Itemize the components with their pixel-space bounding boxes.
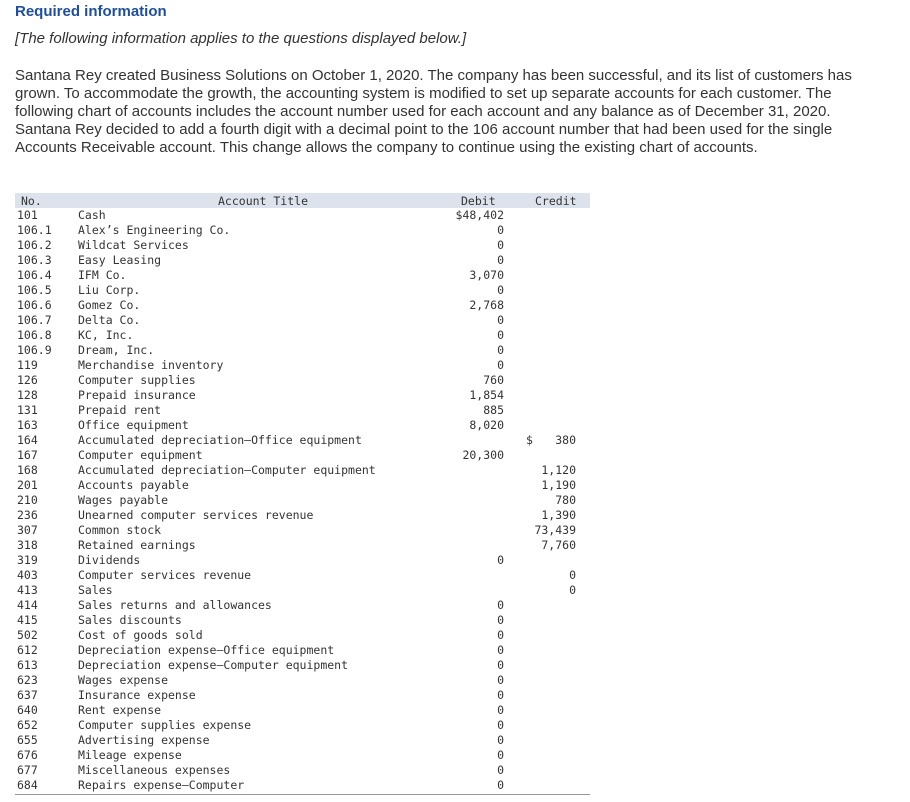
credit-amount: 73,439 xyxy=(534,523,576,537)
table-row xyxy=(15,268,590,283)
debit-amount: 0 xyxy=(497,553,504,567)
table-row xyxy=(15,403,590,418)
account-number: 106.7 xyxy=(17,313,52,327)
account-title: Depreciation expense—Computer equipment xyxy=(78,658,349,672)
table-row xyxy=(15,763,590,778)
account-number: 167 xyxy=(17,448,38,462)
table-row xyxy=(15,418,590,433)
account-number: 684 xyxy=(17,778,38,792)
table-row xyxy=(15,718,590,733)
table-row xyxy=(15,778,590,793)
debit-amount: 0 xyxy=(497,733,504,747)
debit-amount: 0 xyxy=(497,313,504,327)
problem-description: Santana Rey created Business Solutions on October 1, 2020. The company has been successful, and its list of customers has grown. To accommodate the growth, the accounting system is modified to set up separate accounts for each customer. The following chart of accounts includes the account number used for each account and any balance as of December 31, 2020. Santana Rey decided to add a fourth digit with a decimal point to the 106 account number that had been used for the single Accounts Receivable account. This change allows the company to continue using the existing chart of accounts. xyxy=(15,67,852,156)
table-row xyxy=(15,373,590,388)
account-number: 623 xyxy=(17,673,38,687)
table-row xyxy=(15,358,590,373)
table-row xyxy=(15,433,590,448)
instruction-note: [The following information applies to the questions displayed below.] xyxy=(15,30,467,47)
header-debit: Debit xyxy=(461,194,496,208)
account-number: 106.6 xyxy=(17,298,52,312)
debit-amount: 0 xyxy=(497,688,504,702)
header-no: No. xyxy=(21,194,42,208)
account-number: 318 xyxy=(17,538,38,552)
account-title: Insurance expense xyxy=(78,688,196,702)
account-number: 319 xyxy=(17,553,38,567)
account-number: 210 xyxy=(17,493,38,507)
table-row xyxy=(15,598,590,613)
table-row xyxy=(15,238,590,253)
table-row xyxy=(15,283,590,298)
debit-amount: 0 xyxy=(497,253,504,267)
table-row xyxy=(15,703,590,718)
debit-amount: 0 xyxy=(497,343,504,357)
header-account-title: Account Title xyxy=(218,194,309,208)
debit-amount: 0 xyxy=(497,613,504,627)
account-number: 106.4 xyxy=(17,268,52,282)
account-title: Gomez Co. xyxy=(78,298,141,312)
account-title: Sales xyxy=(78,583,113,597)
account-title: Dividends xyxy=(78,553,141,567)
account-title: IFM Co. xyxy=(78,268,127,282)
account-number: 106.9 xyxy=(17,343,52,357)
debit-amount: 0 xyxy=(497,598,504,612)
debit-amount: 0 xyxy=(497,283,504,297)
debit-amount: 2,768 xyxy=(469,298,504,312)
account-title: Accounts payable xyxy=(78,478,189,492)
account-title: Sales returns and allowances xyxy=(78,598,272,612)
account-title: Merchandise inventory xyxy=(78,358,224,372)
account-title: Computer supplies expense xyxy=(78,718,252,732)
account-title: KC, Inc. xyxy=(78,328,134,342)
table-row xyxy=(15,478,590,493)
debit-amount: 0 xyxy=(497,748,504,762)
account-number: 414 xyxy=(17,598,38,612)
account-number: 307 xyxy=(17,523,38,537)
table-row xyxy=(15,748,590,763)
account-title: Dream, Inc. xyxy=(78,343,155,357)
account-title: Wildcat Services xyxy=(78,238,189,252)
account-number: 164 xyxy=(17,433,38,447)
debit-amount: 760 xyxy=(483,373,504,387)
account-title: Prepaid insurance xyxy=(78,388,196,402)
account-number: 637 xyxy=(17,688,38,702)
debit-amount: 0 xyxy=(497,643,504,657)
table-body xyxy=(15,208,590,793)
account-number: 201 xyxy=(17,478,38,492)
account-number: 413 xyxy=(17,583,38,597)
account-number: 106.2 xyxy=(17,238,52,252)
table-row xyxy=(15,643,590,658)
account-title: Wages payable xyxy=(78,493,169,507)
account-number: 128 xyxy=(17,388,38,402)
table-row xyxy=(15,658,590,673)
table-row xyxy=(15,493,590,508)
credit-amount: 780 xyxy=(555,493,576,507)
debit-amount: 20,300 xyxy=(462,448,504,462)
table-row xyxy=(15,523,590,538)
table-row xyxy=(15,448,590,463)
debit-amount: 0 xyxy=(497,238,504,252)
table-row xyxy=(15,328,590,343)
debit-amount: 0 xyxy=(497,763,504,777)
table-row xyxy=(15,253,590,268)
account-number: 652 xyxy=(17,718,38,732)
account-number: 168 xyxy=(17,463,38,477)
account-title: Wages expense xyxy=(78,673,169,687)
account-number: 119 xyxy=(17,358,38,372)
account-title: Mileage expense xyxy=(78,748,182,762)
table-row xyxy=(15,463,590,478)
account-title: Computer supplies xyxy=(78,373,196,387)
table-row xyxy=(15,673,590,688)
account-title: Prepaid rent xyxy=(78,403,162,417)
debit-amount: 1,854 xyxy=(469,388,504,402)
account-number: 612 xyxy=(17,643,38,657)
debit-amount: 0 xyxy=(497,778,504,792)
table-row xyxy=(15,628,590,643)
account-title: Easy Leasing xyxy=(78,253,162,267)
table-row xyxy=(15,298,590,313)
chart-of-accounts-table xyxy=(15,193,590,795)
account-title: Advertising expense xyxy=(78,733,210,747)
debit-amount: $48,402 xyxy=(455,208,504,222)
account-title: Common stock xyxy=(78,523,162,537)
account-title: Accumulated depreciation—Office equipment xyxy=(78,433,362,447)
credit-amount: 7,760 xyxy=(541,538,576,552)
account-title: Rent expense xyxy=(78,703,162,717)
account-number: 640 xyxy=(17,703,38,717)
account-number: 415 xyxy=(17,613,38,627)
table-row xyxy=(15,613,590,628)
credit-amount: 1,390 xyxy=(541,508,576,522)
debit-amount: 8,020 xyxy=(469,418,504,432)
account-number: 677 xyxy=(17,763,38,777)
table-row xyxy=(15,538,590,553)
account-number: 655 xyxy=(17,733,38,747)
account-number: 676 xyxy=(17,748,38,762)
table-row xyxy=(15,343,590,358)
header-credit: Credit xyxy=(535,194,577,208)
table-bottom-rule xyxy=(15,794,590,795)
debit-amount: 0 xyxy=(497,703,504,717)
table-row xyxy=(15,583,590,598)
table-header-row xyxy=(15,193,590,208)
account-number: 236 xyxy=(17,508,38,522)
account-title: Cost of goods sold xyxy=(78,628,203,642)
account-number: 126 xyxy=(17,373,38,387)
account-number: 502 xyxy=(17,628,38,642)
debit-amount: 0 xyxy=(497,673,504,687)
required-information-heading: Required information xyxy=(15,3,167,20)
account-number: 403 xyxy=(17,568,38,582)
debit-amount: 0 xyxy=(497,223,504,237)
table-row xyxy=(15,508,590,523)
account-title: Office equipment xyxy=(78,418,189,432)
debit-amount: 0 xyxy=(497,358,504,372)
table-row xyxy=(15,568,590,583)
table-row xyxy=(15,208,590,223)
table-row xyxy=(15,313,590,328)
credit-amount: 0 xyxy=(569,568,576,582)
debit-amount: 885 xyxy=(483,403,504,417)
credit-dollar-sign: $ xyxy=(526,433,533,447)
account-number: 101 xyxy=(17,208,38,222)
credit-amount: 380 xyxy=(555,433,576,447)
table-row xyxy=(15,733,590,748)
table-row xyxy=(15,553,590,568)
debit-amount: 0 xyxy=(497,628,504,642)
table-row xyxy=(15,388,590,403)
debit-amount: 0 xyxy=(497,658,504,672)
account-title: Alex’s Engineering Co. xyxy=(78,223,231,237)
account-title: Computer equipment xyxy=(78,448,203,462)
account-number: 106.5 xyxy=(17,283,52,297)
table-row xyxy=(15,688,590,703)
account-number: 613 xyxy=(17,658,38,672)
account-title: Unearned computer services revenue xyxy=(78,508,314,522)
account-number: 106.3 xyxy=(17,253,52,267)
account-title: Repairs expense—Computer xyxy=(78,778,245,792)
account-title: Retained earnings xyxy=(78,538,196,552)
account-title: Sales discounts xyxy=(78,613,182,627)
account-title: Liu Corp. xyxy=(78,283,141,297)
credit-amount: 0 xyxy=(569,583,576,597)
account-number: 131 xyxy=(17,403,38,417)
credit-amount: 1,190 xyxy=(541,478,576,492)
account-title: Miscellaneous expenses xyxy=(78,763,231,777)
credit-amount: 1,120 xyxy=(541,463,576,477)
table-row xyxy=(15,223,590,238)
debit-amount: 3,070 xyxy=(469,268,504,282)
account-number: 106.8 xyxy=(17,328,52,342)
debit-amount: 0 xyxy=(497,328,504,342)
account-title: Cash xyxy=(78,208,106,222)
account-title: Accumulated depreciation—Computer equipment xyxy=(78,463,376,477)
account-title: Delta Co. xyxy=(78,313,141,327)
account-title: Depreciation expense—Office equipment xyxy=(78,643,335,657)
account-title: Computer services revenue xyxy=(78,568,252,582)
account-number: 106.1 xyxy=(17,223,52,237)
debit-amount: 0 xyxy=(497,718,504,732)
account-number: 163 xyxy=(17,418,38,432)
